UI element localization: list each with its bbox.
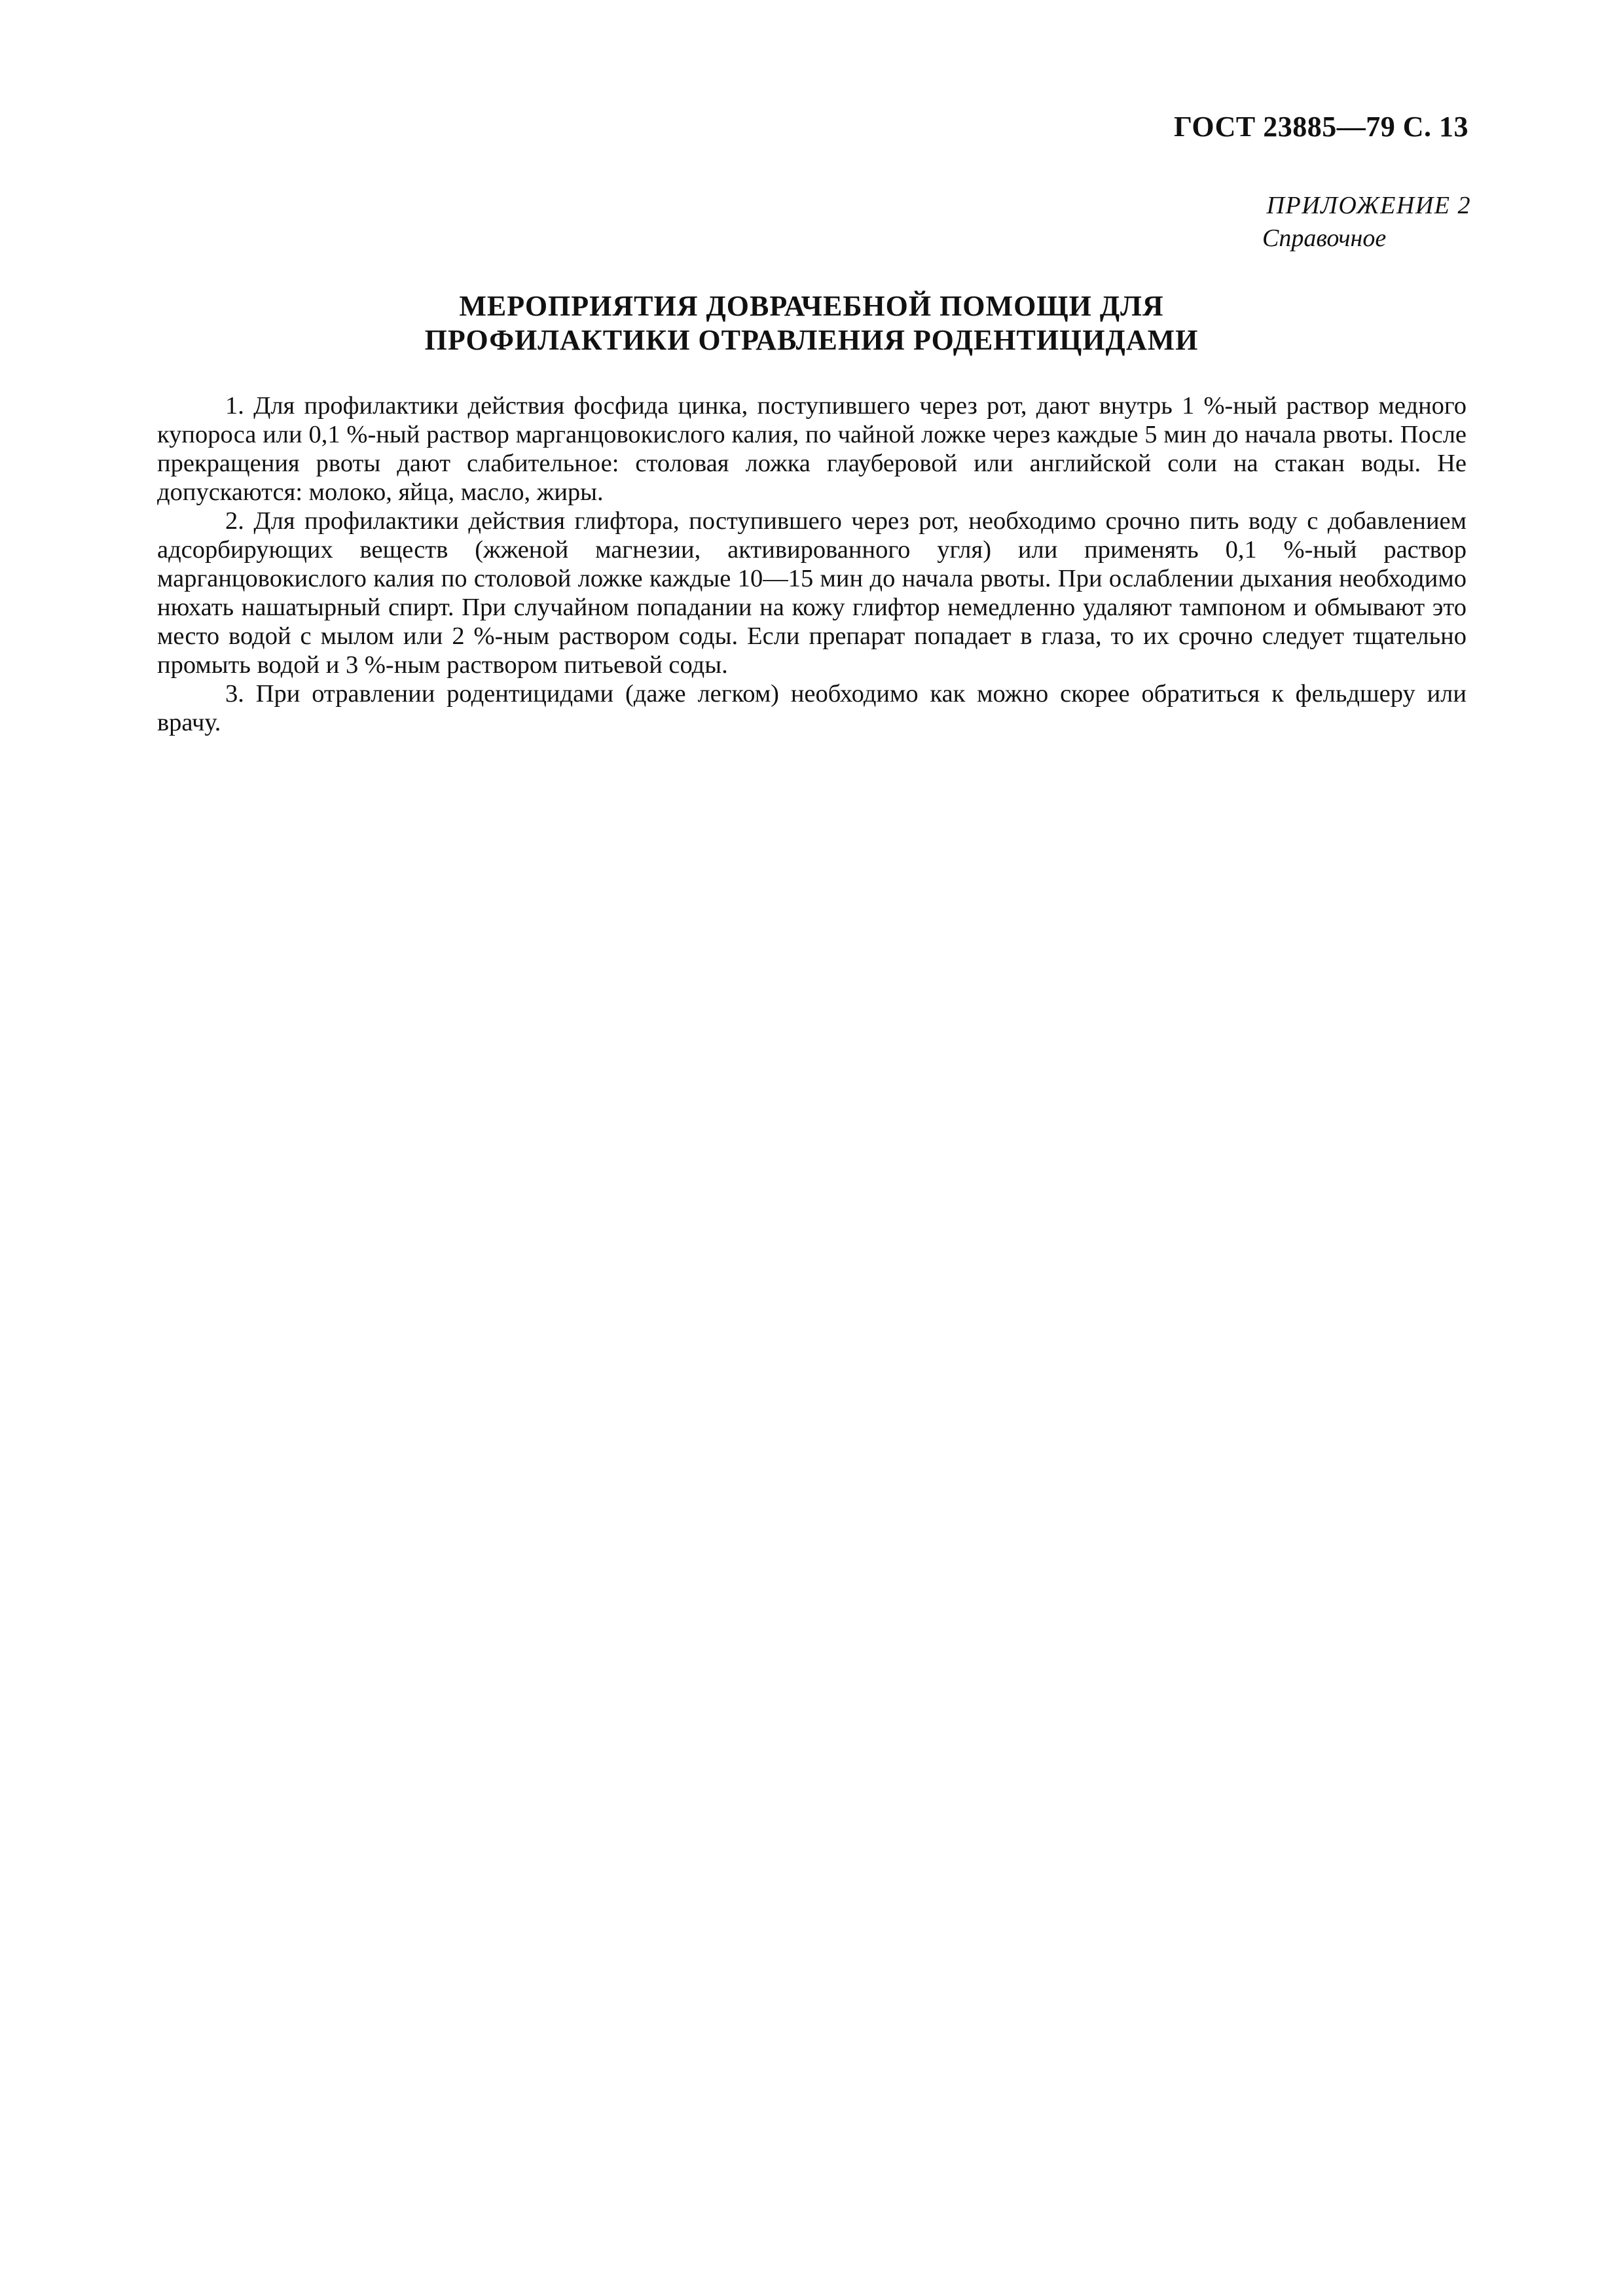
appendix-type: Справочное	[1262, 224, 1387, 252]
paragraph-1: 1. Для профилактики действия фосфида цинка, поступившего через рот, дают внутрь 1 %-ный раствор медного купороса или 0,1 %-ный раствор марганцовокислого калия, по чайной ложке через каждые 5 мин до начала рвоты. После прекращения рвоты дают слабительное: столовая ложка глауберовой или английской соли на стакан воды. Не допускаются: молоко, яйца, масло, жиры.	[157, 392, 1467, 506]
document-title-line-2: ПРОФИЛАКТИКИ ОТРАВЛЕНИЯ РОДЕНТИЦИДАМИ	[424, 324, 1199, 356]
document-body	[157, 391, 1467, 737]
paragraph-2: 2. Для профилактики действия глифтора, поступившего через рот, необходимо срочно пить воду с добавлением адсорбирующих веществ (жженой магнезии, активированного угля) или применять 0,1 %-ный раствор марганцовокислого калия по столовой ложке каждые 10—15 мин до начала рвоты. При ослаблении дыхания необходимо нюхать нашатырный спирт. При случайном попадании на кожу глифтор немедленно удаляют тампоном и обмывают это место водой с мылом или 2 %-ным раствором соды. Если препарат попадает в глаза, то их срочно следует тщательно промыть водой и 3 %-ным раствором питьевой соды.	[157, 507, 1467, 679]
document-title-line-1: МЕРОПРИЯТИЯ ДОВРАЧЕБНОЙ ПОМОЩИ ДЛЯ	[459, 290, 1164, 322]
page-header-code: ГОСТ 23885—79 С. 13	[1173, 111, 1468, 143]
paragraph-3: 3. При отравлении родентицидами (даже легком) необходимо как можно скорее обратиться к фельдшеру или врачу.	[157, 680, 1467, 736]
appendix-label: ПРИЛОЖЕНИЕ 2	[1266, 192, 1471, 219]
